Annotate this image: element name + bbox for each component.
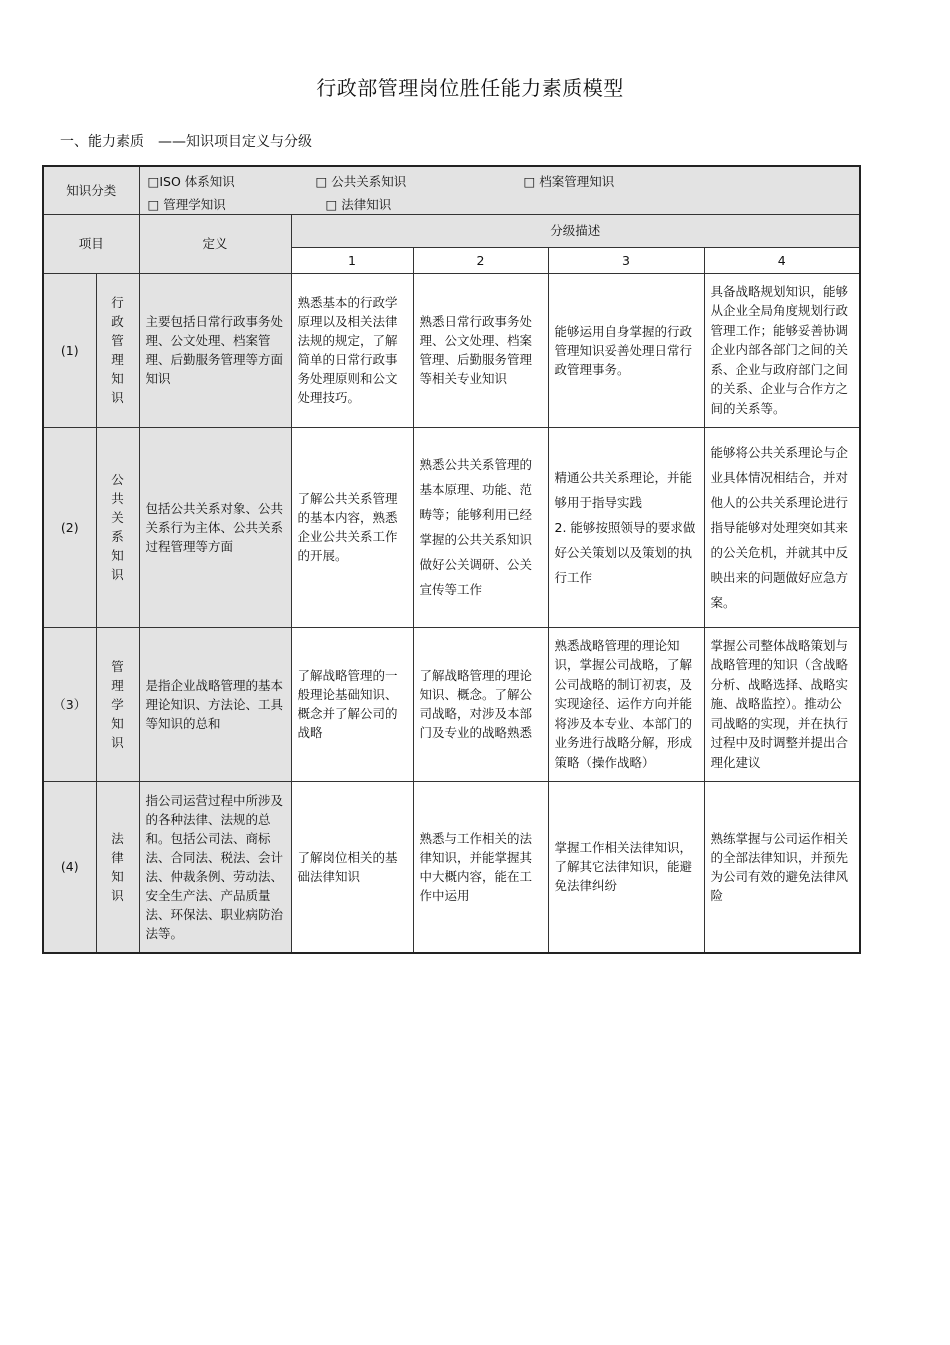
row-definition: 是指企业战略管理的基本理论知识、方法论、工具等知识的总和 bbox=[139, 627, 291, 781]
row-level-3-part-2: 2. 能够按照领导的要求做好公关策划以及策划的执行工作 bbox=[554, 519, 696, 585]
row-level-2: 熟悉日常行政事务处理、公文处理、档案管理、后勤服务管理等相关专业知识 bbox=[413, 273, 548, 427]
row-level-3 bbox=[548, 427, 704, 627]
row-number: (2) bbox=[43, 427, 96, 627]
row-number: （3） bbox=[43, 627, 96, 781]
row-level-3: 掌握工作相关法律知识，了解其它法律知识，能避免法律纠纷 bbox=[548, 781, 704, 953]
category-row bbox=[43, 166, 860, 214]
level-2-header: 2 bbox=[413, 247, 548, 273]
definition-header: 定义 bbox=[139, 214, 291, 273]
option-iso: □ISO 体系知识 bbox=[147, 174, 235, 190]
header-row-1 bbox=[43, 214, 860, 247]
item-header: 项目 bbox=[43, 214, 139, 273]
option-law: □ 法律知识 bbox=[325, 197, 392, 213]
row-level-3: 能够运用自身掌握的行政管理知识妥善处理日常行政管理事务。 bbox=[548, 273, 704, 427]
category-label: 知识分类 bbox=[43, 166, 139, 214]
row-name: 法 律 知 识 bbox=[96, 781, 139, 953]
levels-header: 分级描述 bbox=[291, 214, 860, 247]
row-definition: 指公司运营过程中所涉及的各种法律、法规的总和。包括公司法、商标法、合同法、税法、会计法、仲裁条例、劳动法、安全生产法、产品质量法、环保法、职业病防治法等。 bbox=[139, 781, 291, 953]
option-public-relations: □ 公共关系知识 bbox=[315, 174, 407, 190]
table-row bbox=[43, 781, 860, 953]
row-level-1: 了解公共关系管理的基本内容，熟悉企业公共关系工作的开展。 bbox=[291, 427, 413, 627]
row-level-2: 熟悉公共关系管理的基本原理、功能、范畴等；能够利用已经掌握的公共关系知识做好公关调研、公关宣传等工作 bbox=[413, 427, 548, 627]
row-level-1: 熟悉基本的行政学原理以及相关法律法规的规定，了解简单的日常行政事务处理原则和公文处理技巧。 bbox=[291, 273, 413, 427]
row-name: 管 理 学 知 识 bbox=[96, 627, 139, 781]
row-level-1: 了解岗位相关的基础法律知识 bbox=[291, 781, 413, 953]
knowledge-table bbox=[42, 165, 861, 954]
category-options bbox=[139, 166, 860, 214]
row-level-4: 掌握公司整体战略策划与战略管理的知识（含战略分析、战略选择、战略实施、战略监控）。推动公司战略的实现，并在执行过程中及时调整并提出合理化建议 bbox=[704, 627, 860, 781]
table-row bbox=[43, 273, 860, 427]
row-level-3: 熟悉战略管理的理论知识，掌握公司战略，了解公司战略的制订初衷，及实现途径、运作方向并能将涉及本专业、本部门的业务进行战略分解，形成策略（操作战略） bbox=[548, 627, 704, 781]
level-1-header: 1 bbox=[291, 247, 413, 273]
row-name: 行 政 管 理 知 识 bbox=[96, 273, 139, 427]
row-number: (4) bbox=[43, 781, 96, 953]
row-level-4: 具备战略规划知识，能够从企业全局角度规划行政管理工作；能够妥善协调企业内部各部门之间的关系、企业与政府部门之间的关系、企业与合作方之间的关系等。 bbox=[704, 273, 860, 427]
level-3-header: 3 bbox=[548, 247, 704, 273]
row-level-4: 熟练掌握与公司运作相关的全部法律知识，并预先为公司有效的避免法律风险 bbox=[704, 781, 860, 953]
row-level-4: 能够将公共关系理论与企业具体情况相结合，并对他人的公共关系理论进行指导能够对处理突如其来的公关危机，并就其中反映出来的问题做好应急方案。 bbox=[704, 427, 860, 627]
row-level-2: 了解战略管理的理论知识、概念。了解公司战略，对涉及本部门及专业的战略熟悉 bbox=[413, 627, 548, 781]
level-4-header: 4 bbox=[704, 247, 860, 273]
option-management: □ 管理学知识 bbox=[147, 197, 226, 213]
table-row bbox=[43, 627, 860, 781]
table-row bbox=[43, 427, 860, 627]
row-level-2: 熟悉与工作相关的法律知识，并能掌握其中大概内容，能在工作中运用 bbox=[413, 781, 548, 953]
section-heading: 一、能力素质 ——知识项目定义与分级 bbox=[60, 134, 312, 150]
row-definition: 主要包括日常行政事务处理、公文处理、档案管理、后勤服务管理等方面知识 bbox=[139, 273, 291, 427]
row-name: 公 共 关 系 知 识 bbox=[96, 427, 139, 627]
row-number: (1) bbox=[43, 273, 96, 427]
option-archive: □ 档案管理知识 bbox=[523, 174, 615, 190]
row-level-1: 了解战略管理的一般理论基础知识、概念并了解公司的战略 bbox=[291, 627, 413, 781]
document-title: 行政部管理岗位胜任能力素质模型 bbox=[316, 76, 624, 100]
row-level-3-part-1: 精通公共关系理论，并能够用于指导实践 bbox=[554, 469, 693, 510]
row-definition: 包括公共关系对象、公共关系行为主体、公共关系过程管理等方面 bbox=[139, 427, 291, 627]
